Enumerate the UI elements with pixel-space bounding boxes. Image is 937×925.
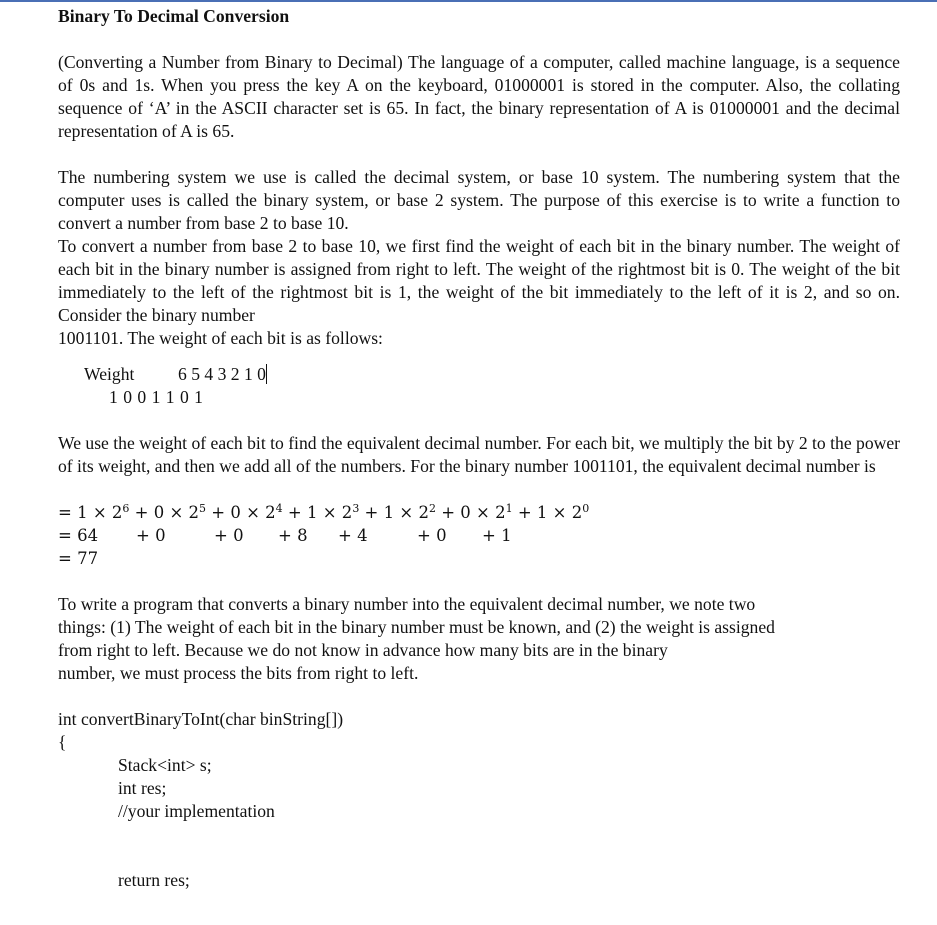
paragraph-number-systems: The numbering system we use is called the decimal system, or base 10 system. The numbering system that the computer uses is called the binary system, or base 2 system. The purpose of this exercise is to write a function to convert a number from base 2 to base 10. (58, 167, 900, 233)
doc-title: Binary To Decimal Conversion (58, 6, 290, 26)
equation-line-1 (58, 501, 900, 524)
paragraph-program-line-3: from right to left. Because we do not know in advance how many bits are in the binary (58, 640, 668, 660)
eq-value: = 64 (58, 526, 99, 545)
equation-line-2 (58, 524, 900, 547)
eq-value: + 0 (136, 526, 166, 545)
document-body (58, 5, 900, 892)
weight-label: Weight (84, 364, 135, 384)
eq-term: + $0 \times 2^1$ (435, 502, 513, 522)
eq-term: + $1 \times 2^0$ (512, 502, 590, 522)
bits-row: 1 0 0 1 1 0 1 (109, 387, 204, 407)
eq-term: + $1 \times 2^3$ (282, 502, 360, 522)
code-line: int res; (118, 778, 167, 798)
weight-row (58, 363, 900, 386)
code-line: //your implementation (118, 801, 275, 821)
eq-term: = $1 \times 2^6$ (58, 502, 130, 522)
eq-term: + $0 \times 2^5$ (129, 502, 207, 522)
paragraph-weights: To convert a number from base 2 to base 10, we first find the weight of each bit in the binary number. The weight of each bit in the binary number is assigned from right to left. The weight of the rightmost bit is 0. The weight of the bit immediately to the left of the rightmost bit is 1, the weight of the bit immediately to the left of it is 2, and so on. Consider the binary number (58, 236, 900, 325)
eq-value: + 0 (214, 526, 244, 545)
code-open-brace: { (58, 732, 67, 752)
paragraph-program-line-4: number, we must process the bits from right to left. (58, 663, 419, 683)
paragraph-program-line-1: To write a program that converts a binary number into the equivalent decimal number, we note two (58, 594, 756, 614)
code-line: Stack<int> s; (118, 755, 212, 775)
eq-value: + 8 (278, 526, 308, 545)
eq-value: + 0 (417, 526, 447, 545)
eq-term: + $1 \times 2^2$ (359, 502, 436, 522)
equation-line-3: = 77 (58, 549, 99, 568)
weight-values: 6 5 4 3 2 1 0 (178, 364, 266, 384)
code-signature: int convertBinaryToInt(char binString[]) (58, 709, 344, 729)
eq-term: + $0 \times 2^4$ (206, 502, 283, 522)
paragraph-method: We use the weight of each bit to find the equivalent decimal number. For each bit, we multiply the bit by 2 to the power of its weight, and then we add all of the numbers. For the binary number 1001101, the equivalent decimal number is (58, 433, 900, 476)
eq-value: + 1 (482, 526, 512, 545)
paragraph-program-line-2: things: (1) The weight of each bit in the binary number must be known, and (2) the weight is assigned (58, 617, 775, 637)
code-return: return res; (118, 870, 190, 890)
paragraph-weights-tail: 1001101. The weight of each bit is as follows: (58, 328, 383, 348)
eq-value: + 4 (338, 526, 368, 545)
top-border (0, 0, 937, 2)
paragraph-intro: (Converting a Number from Binary to Decimal) The language of a computer, called machine language, is a sequence of 0s and 1s. When you press the key A on the keyboard, 01000001 is stored in the computer. Also, the collating sequence of ‘A’ in the ASCII character set is 65. In fact, the binary representation of A is 01000001 and the decimal representation of A is 65. (58, 52, 900, 141)
